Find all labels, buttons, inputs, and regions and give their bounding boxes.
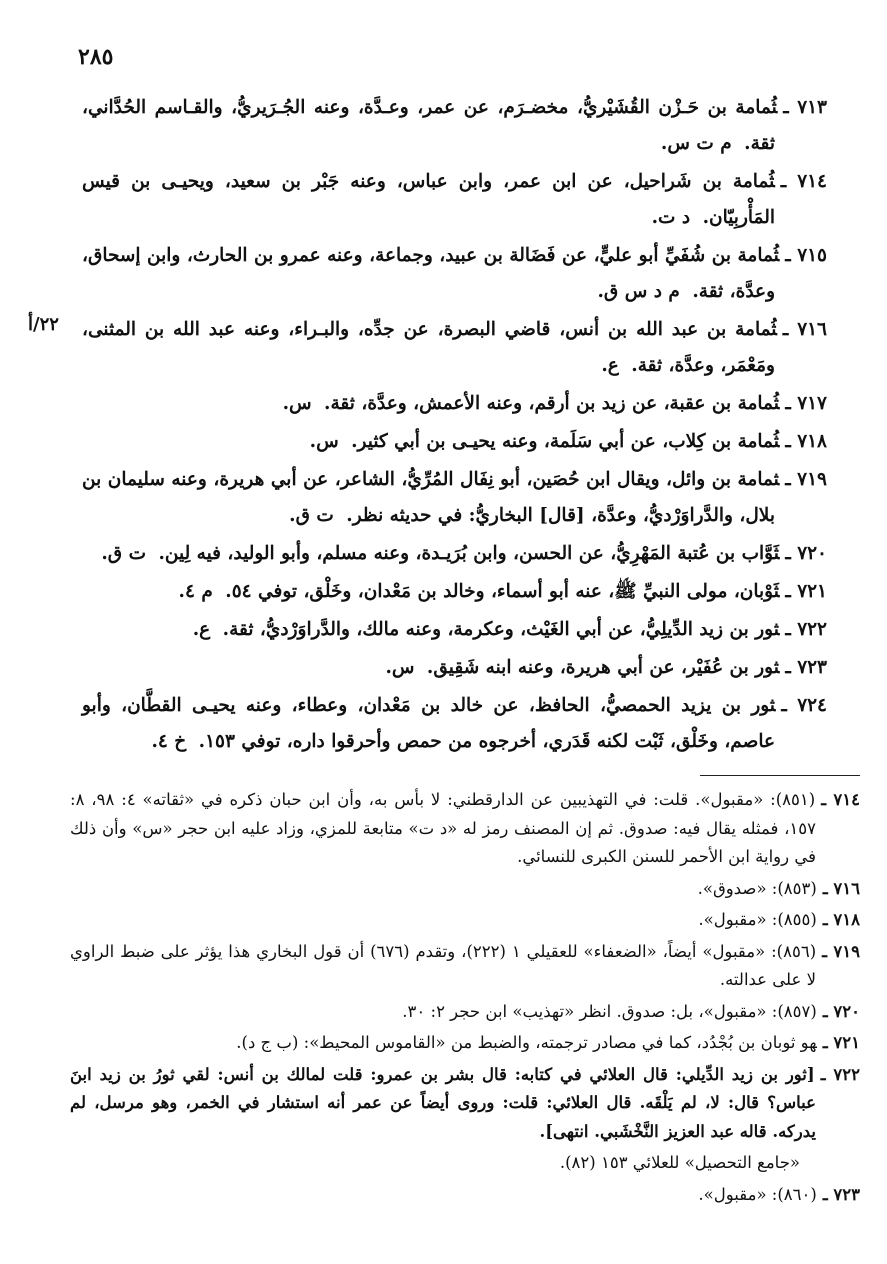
footnote-721 [70,1029,860,1058]
entry-codes: د ت. [651,207,691,228]
entry-codes: خ ٤. [151,731,187,752]
entry-number: ٧١٣ ـ [783,97,827,118]
footnote-number: ٧٢١ ـ [822,1033,860,1052]
entry-text: ثَوَّاب بن عُتبة المَهْرِيُّ، عن الحسن، وابن بُرَيـدة، وعنه مسلم، وأبو الوليد، فيه لِين. [158,543,780,564]
entry-number: ٧١٦ ـ [782,319,827,340]
entry-723 [82,650,827,686]
entry-text: ثُمامة بن شَراحيل، عن ابن عمر، وابن عباس، وعنه جَبْر بن سعيد، ويحيـى بن قيس المَأْربِيّان. [82,171,775,228]
entry-719 [82,462,827,534]
entry-721 [82,574,827,610]
entry-text: ثور بن زيد الدِّيلِيُّ، عن أبي الغَيْث، وعكرمة، وعنه مالك، والدَّراوَرْديُّ، ثقة. [222,619,780,640]
entry-713 [82,90,827,162]
entry-text: ثَوْبان، مولى النبيِّ ﷺ، عنه أبو أسماء، وخالد بن مَعْدان، وخَلْق، توفي ٥٤. [225,581,780,602]
footnote-719 [70,938,860,995]
footnote-divider [700,775,860,776]
footnote-716 [70,875,860,904]
entry-codes: س. [282,393,312,414]
entry-codes: م د س ق. [597,281,680,302]
footnote-text: [ثور بن زيد الدِّيلي: قال العلائي في كتابه: قال بشر بن عمرو: قلت لمالك بن أنس: لقي ثورُ بن زيد ابنَ عباس؟ قال: لا، لم يَلْقَه. قال العلائي: قلت: وروى أيضاً عن عمر أنه استشار في الخمر، وهو مرسل، لم يدركه. قاله عبد العزيز النَّخْشَبي. انتهى]. [70,1064,816,1141]
footnote-722-source: «جامع التحصيل» للعلائي ١٥٣ (٨٢). [559,1153,800,1172]
entry-codes: س. [385,657,415,678]
entry-number: ٧٢٠ ـ [785,543,827,564]
footnote-720 [70,998,860,1027]
entry-number: ٧١٩ ـ [785,469,827,490]
entry-number: ٧١٥ ـ [785,245,827,266]
entry-codes: ت ق. [289,505,334,526]
entry-text: ثُمامة بن عبد الله بن أنس، قاضي البصرة، عن جدِّه، والبـراء، وعنه عبد الله بن المثنى، ومَعْمَر، وعدَّة، ثقة. [82,319,777,376]
footnote-722 [70,1061,860,1147]
footnote-text: (٨٥٣): «صدوق». [697,878,817,898]
entry-text: ثُمامة بن كِلاب، عن أبي سَلَمة، وعنه يحيـى بن أبي كثير. [351,431,780,452]
footnote-number: ٧٢٠ ـ [822,1001,860,1021]
footnote-text: (٨٥١): «مقبول». قلت: في التهذيبين عن الدارقطني: لا بأس به، وأن ابن حبان ذكره في «ثقاته» ٤: ٩٨، ٨: ١٥٧، فمثله يقال فيه: صدوق. ثم إن المصنف رمز له «د ت» متابعة للمزي، وزاد عليه ابن حجر «س» وأن ذلك في رواية ابن الأحمر للسنن الكبرى للنسائي. [70,790,816,866]
entry-text: ثور بن يزيد الحمصيُّ، الحافظ، عن خالد بن مَعْدان، وعطاء، وعنه يحيـى القطَّان، وأبو عاصم، وخَلْق، ثَبْت لكنه قَدَري، أخرجوه من حمص وأحرقوا داره، توفي ١٥٣. [82,695,776,752]
footnote-number: ٧١٩ ـ [822,941,860,961]
entry-720 [82,536,827,572]
page-number: ٢٨٥ [78,44,114,70]
entries-list [82,90,827,762]
entry-number: ٧١٨ ـ [785,431,827,452]
entry-714 [82,164,827,236]
footnote-number: ٧١٨ ـ [822,910,860,929]
entry-716 [82,312,827,384]
footnote-723 [70,1181,860,1210]
footnote-number: ٧٢٢ ـ [820,1064,860,1084]
footnote-714 [70,786,860,872]
entry-codes: ع. [192,619,211,640]
entry-724 [82,688,827,760]
entry-codes: م ٤. [178,581,213,602]
entry-codes: ع. [601,355,619,376]
entry-text: ثور بن عُفَيْر، عن أبي هريرة، وعنه ابنه شَقِيق. [426,657,780,678]
footnote-text: (٨٥٦): «مقبول» أيضاً، «الضعفاء» للعقيلي ١ (٢٢٢)، وتقدم (٦٧٦) أن قول البخاري هذا يؤثر على ضبط الراوي لا على عدالته. [70,941,817,989]
entry-number: ٧٢١ ـ [785,581,827,602]
entry-codes: م ت س. [660,133,732,154]
entry-text: ثُمامة بن شُفَيِّ أبو عليٍّ، عن فَضَالة بن عبيد، وجماعة، وعنه عمرو بن الحارث، وابن إسحاق، وعدَّة، ثقة. [82,245,780,302]
entry-717 [82,386,827,422]
entry-text: ثُمامة بن عقبة، عن زيد بن أرقم، وعنه الأعمش، وعدَّة، ثقة. [324,393,780,414]
entry-number: ٧١٧ ـ [785,393,827,414]
entry-715 [82,238,827,310]
footnotes-list [70,786,860,1212]
footnote-text: (٨٥٥): «مقبول». [698,910,817,929]
entry-number: ٧٢٤ ـ [781,695,827,716]
entry-number: ٧٢٣ ـ [785,657,827,678]
footnote-number: ٧١٤ ـ [821,790,860,809]
entry-722 [82,612,827,648]
margin-reference: ٢٢/أ [28,314,59,335]
entry-number: ٧٢٢ ـ [785,619,827,640]
entry-text: ثُمامة بن حَـزْن القُشَيْريُّ، مخضـرَم، عن عمر، وعـدَّة، وعنه الجُـرَيريُّ، والقـاسم الحُدَّاني، ثقة. [82,97,778,154]
entry-text: ثمامة بن وائل، ويقال ابن حُصَين، أبو نِفَال المُرِّيُّ، الشاعر، عن أبي هريرة، وعنه سليمان بن بلال، والدَّراوَرْديُّ، وعدَّة، [قال] البخاريُّ: في حديثه نظر. [82,469,780,526]
footnote-number: ٧٢٣ ـ [822,1184,860,1204]
footnote-number: ٧١٦ ـ [822,878,860,898]
entry-codes: س. [309,431,339,452]
footnote-text: (٨٦٠): «مقبول». [698,1184,817,1204]
footnote-text: (٨٥٧): «مقبول»، بل: صدوق. انظر «تهذيب» ابن حجر ٢: ٣٠. [402,1001,817,1021]
entry-number: ٧١٤ ـ [780,171,827,192]
footnote-text: هو ثوبان بن بُجْدُد، كما في مصادر ترجمته، والضبط من «القاموس المحيط»: (ب ج د). [236,1033,817,1052]
footnote-718 [70,906,860,935]
entry-718 [82,424,827,460]
entry-codes: ت ق. [101,543,147,564]
